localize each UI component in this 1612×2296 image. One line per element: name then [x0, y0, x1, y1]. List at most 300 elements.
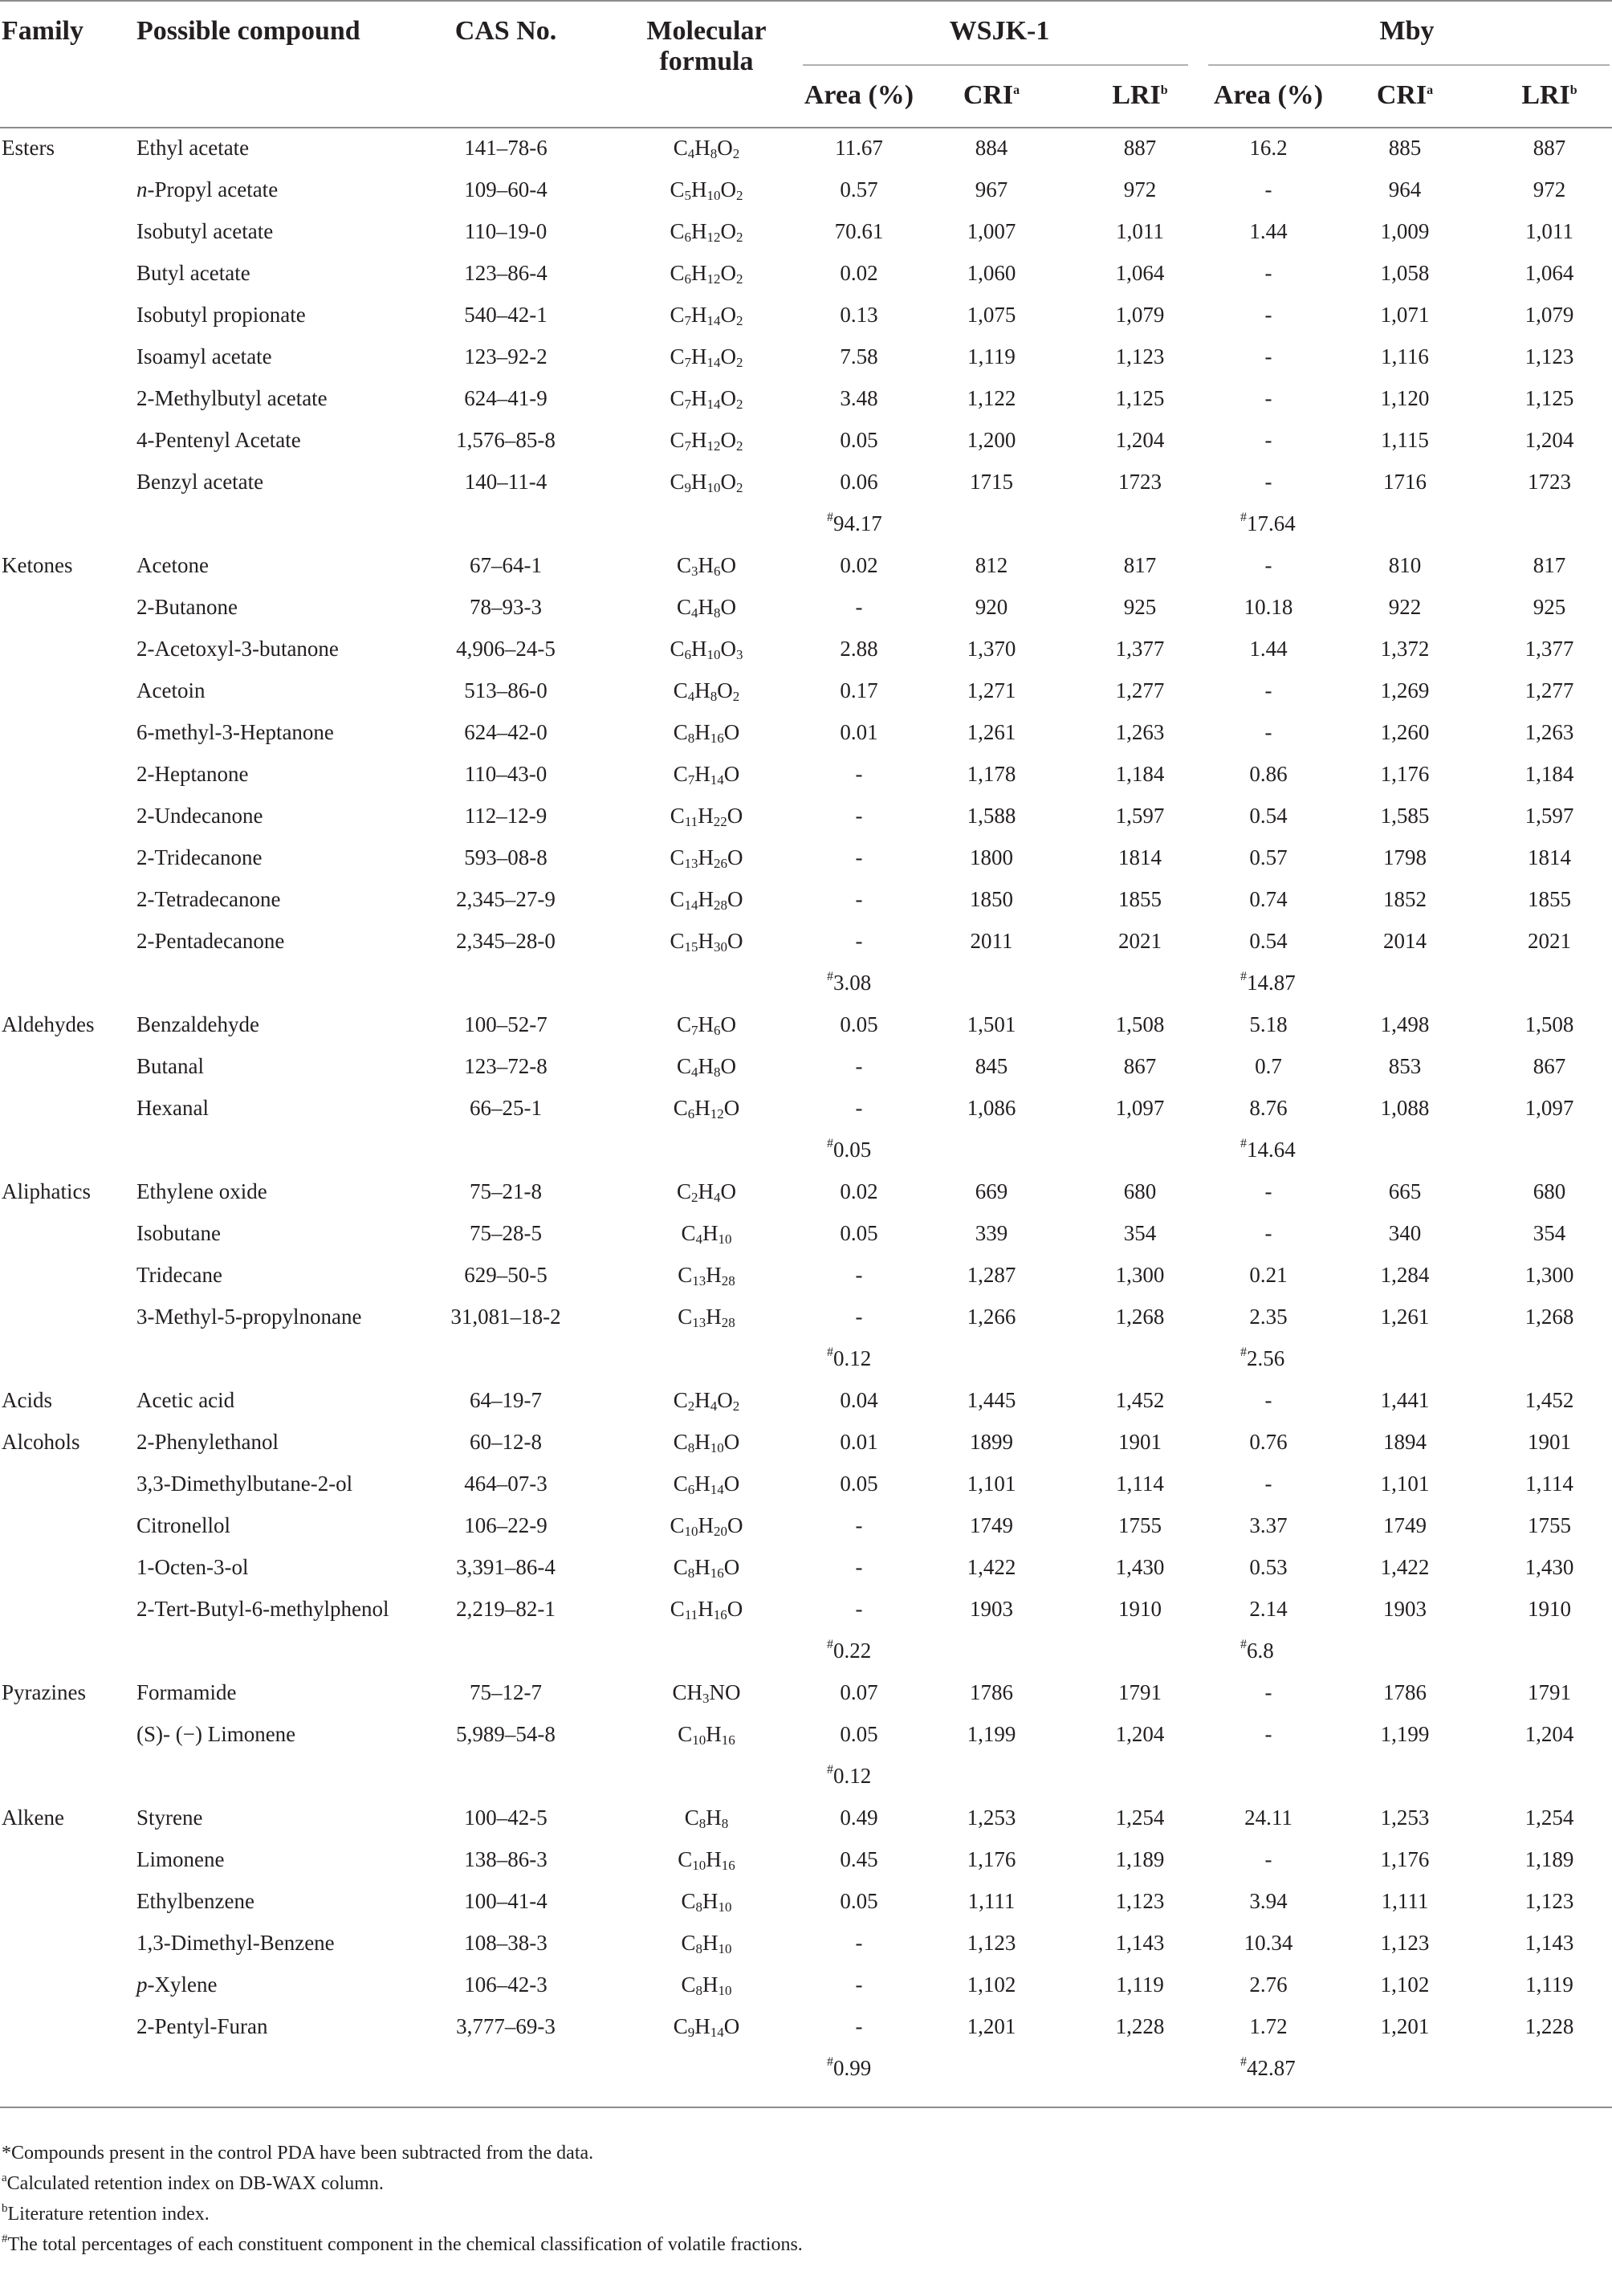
wsjk-total	[827, 503, 882, 544]
compound-name	[136, 795, 263, 837]
formula-element: H	[694, 1430, 710, 1454]
header-mby-lri-label: LRI	[1521, 80, 1570, 110]
compound-name	[136, 336, 272, 377]
mby-area: -	[1264, 470, 1272, 494]
formula-element: O	[720, 1179, 736, 1203]
molecular-formula	[598, 837, 815, 878]
table-row	[0, 377, 1612, 419]
formula-subscript: 10	[692, 1732, 706, 1748]
compound-name	[136, 127, 249, 169]
formula-element: H	[702, 1889, 718, 1913]
wsjk-cri: 884	[975, 136, 1008, 160]
mby-lri: 1,508	[1524, 1012, 1574, 1036]
wsjk-area: 0.01	[840, 1430, 878, 1454]
wsjk-lri: 1,452	[1115, 1388, 1165, 1412]
formula-subscript: 14	[706, 397, 721, 412]
formula-element: H	[706, 1263, 722, 1287]
header-wsjk-cri-mark: a	[1013, 83, 1020, 97]
formula-element: H	[706, 1305, 722, 1329]
wsjk-lri: 354	[1123, 1221, 1157, 1245]
compound-name	[136, 1045, 204, 1087]
wsjk-cri: 1,119	[967, 344, 1016, 368]
footnote-mark: #	[2, 2233, 8, 2245]
mby-lri: 1,079	[1524, 303, 1574, 327]
formula-element: H	[694, 1472, 710, 1496]
family-total-row	[0, 1337, 1612, 1379]
wsjk-cri: 1,086	[967, 1096, 1016, 1120]
header-formula	[598, 16, 815, 77]
formula-subscript: 2	[736, 271, 743, 287]
cas-number: 67–64-1	[470, 553, 542, 577]
mby-area: 0.54	[1249, 929, 1288, 953]
wsjk-cri: 1,007	[967, 219, 1016, 243]
table-row	[0, 419, 1612, 461]
formula-subscript: 2	[736, 313, 743, 328]
molecular-formula	[598, 1212, 815, 1254]
formula-subscript: 14	[706, 313, 721, 328]
mby-lri: 1,263	[1524, 720, 1574, 744]
mby-area: -	[1264, 678, 1272, 702]
table-row	[0, 1797, 1612, 1838]
formula-subscript: 4	[695, 1231, 702, 1247]
formula-subscript: 2	[736, 188, 743, 203]
table-row	[0, 544, 1612, 586]
mby-lri: 2021	[1528, 929, 1571, 953]
formula-subscript: 16	[713, 1607, 727, 1622]
mby-lri: 1855	[1528, 887, 1571, 911]
molecular-formula	[598, 127, 815, 169]
formula-element: C	[681, 1931, 696, 1955]
mby-area: 0.53	[1249, 1555, 1288, 1579]
total-value: 0.05	[833, 1138, 872, 1162]
compound-name	[136, 419, 301, 461]
formula-subscript: 6	[714, 1023, 721, 1038]
wsjk-area: -	[855, 887, 863, 911]
compound-name	[136, 920, 284, 962]
formula-subscript: 8	[695, 1899, 702, 1915]
table-row	[0, 294, 1612, 336]
formula-element: O	[717, 1388, 733, 1412]
wsjk-cri: 669	[975, 1179, 1008, 1203]
formula-element: H	[698, 595, 714, 619]
mby-area: 10.18	[1244, 595, 1293, 619]
formula-element: C	[673, 720, 688, 744]
formula-subscript: 4	[691, 605, 698, 621]
mby-area: 24.11	[1244, 1805, 1292, 1830]
mby-area: 0.54	[1249, 804, 1288, 828]
formula-subscript: 10	[706, 647, 721, 662]
mby-cri: 1,261	[1380, 1305, 1430, 1329]
mby-lri: 1,430	[1524, 1555, 1574, 1579]
formula-element: C	[670, 637, 685, 661]
formula-subscript: 2	[732, 1398, 740, 1414]
compound-name	[136, 377, 328, 419]
wsjk-lri: 1,268	[1115, 1305, 1165, 1329]
mby-lri: 1,123	[1524, 344, 1574, 368]
molecular-formula	[598, 795, 815, 837]
compound-name	[136, 753, 248, 795]
wsjk-area: -	[855, 595, 863, 619]
compound-name	[136, 586, 238, 628]
mby-lri: 1791	[1528, 1680, 1571, 1704]
wsjk-area: -	[855, 1513, 863, 1537]
compound-name	[136, 461, 263, 503]
mby-lri: 1,204	[1524, 1722, 1574, 1746]
formula-subscript: 12	[706, 230, 721, 245]
table-row	[0, 461, 1612, 503]
formula-subscript: 2	[736, 355, 743, 370]
total-value: 2.56	[1247, 1346, 1285, 1370]
formula-element: O	[720, 344, 736, 368]
mby-cri: 2014	[1383, 929, 1427, 953]
family-label: Aldehydes	[2, 1012, 95, 1036]
formula-subscript: 22	[713, 814, 727, 829]
formula-element: C	[673, 1555, 688, 1579]
formula-subscript: 2	[736, 480, 743, 495]
mby-area: -	[1264, 344, 1272, 368]
formula-subscript: 10	[692, 1858, 706, 1873]
formula-subscript: 3	[691, 564, 698, 579]
total-mark: #	[827, 1638, 833, 1651]
formula-subscript: 14	[706, 355, 721, 370]
wsjk-cri: 1,253	[967, 1805, 1016, 1830]
formula-element: O	[723, 762, 740, 786]
formula-subscript: 4	[691, 1065, 698, 1080]
wsjk-area: 3.48	[840, 386, 878, 410]
molecular-formula	[598, 252, 815, 294]
molecular-formula	[598, 1254, 815, 1296]
total-value: 0.99	[833, 2056, 872, 2080]
formula-element: C	[676, 1012, 691, 1036]
formula-element: H	[694, 1388, 710, 1412]
formula-element: H	[694, 720, 710, 744]
formula-element: C	[681, 1972, 696, 1997]
mby-cri: 810	[1388, 553, 1422, 577]
wsjk-cri: 1,199	[967, 1722, 1016, 1746]
wsjk-lri: 680	[1123, 1179, 1157, 1203]
formula-element: O	[720, 177, 736, 202]
mby-area: -	[1264, 1179, 1272, 1203]
formula-subscript: 10	[718, 1231, 732, 1247]
mby-area: -	[1264, 1472, 1272, 1496]
compound-name	[136, 628, 339, 670]
wsjk-area: 0.02	[840, 261, 878, 285]
wsjk-lri: 1,277	[1115, 678, 1165, 702]
compound-text: 2-Pentyl-Furan	[136, 2014, 268, 2038]
header-mby-area: Area (%)	[1213, 80, 1324, 110]
cas-number: 66–25-1	[470, 1096, 542, 1120]
cas-number: 1,576–85-8	[456, 428, 556, 452]
cas-number: 109–60-4	[464, 177, 548, 202]
total-mark: #	[1240, 2055, 1247, 2069]
family-label: Acids	[2, 1388, 52, 1412]
wsjk-cri: 1786	[970, 1680, 1013, 1704]
formula-element: H	[691, 637, 707, 661]
formula-element: H	[694, 136, 710, 160]
family-label: Ketones	[2, 553, 73, 577]
mby-cri: 1,116	[1381, 344, 1429, 368]
compound-name	[136, 670, 205, 711]
mby-cri: 1,176	[1380, 1847, 1430, 1871]
molecular-formula	[598, 2005, 815, 2047]
cas-number: 100–52-7	[464, 1012, 548, 1036]
molecular-formula	[598, 1421, 815, 1463]
wsjk-area: -	[855, 1305, 863, 1329]
group-rule-wsjk	[803, 64, 1188, 66]
mby-cri: 1,441	[1380, 1388, 1430, 1412]
compound-name	[136, 878, 281, 920]
total-value: 94.17	[833, 511, 882, 535]
header-family: Family	[2, 16, 83, 46]
formula-subscript: 9	[684, 480, 691, 495]
mby-lri: 1,184	[1524, 762, 1574, 786]
wsjk-area: -	[855, 1263, 863, 1287]
table-row	[0, 1003, 1612, 1045]
mby-lri: 1,452	[1524, 1388, 1574, 1412]
total-value: 0.22	[833, 1639, 872, 1663]
wsjk-lri: 1,143	[1115, 1931, 1165, 1955]
compound-name	[136, 1671, 236, 1713]
mby-area: 2.76	[1249, 1972, 1288, 1997]
formula-element: H	[698, 1513, 714, 1537]
wsjk-area: -	[855, 1597, 863, 1621]
formula-subscript: 8	[695, 1941, 702, 1956]
mby-area: 1.72	[1249, 2014, 1288, 2038]
molecular-formula	[598, 1671, 815, 1713]
family-total-row	[0, 503, 1612, 544]
compound-text: 1,3-Dimethyl-Benzene	[136, 1931, 335, 1955]
wsjk-lri: 1,204	[1115, 428, 1165, 452]
compound-text: Formamide	[136, 1680, 237, 1704]
wsjk-area: 0.17	[840, 678, 878, 702]
mby-total	[1240, 1337, 1284, 1379]
formula-subscript: 28	[721, 1273, 735, 1288]
mby-lri: 1,011	[1525, 219, 1573, 243]
wsjk-area: 0.05	[840, 1889, 878, 1913]
footnote-text: Literature retention index.	[7, 2204, 210, 2225]
mby-cri: 1,260	[1380, 720, 1430, 744]
wsjk-cri: 1715	[970, 470, 1013, 494]
formula-element: C	[684, 1805, 699, 1830]
compound-name	[136, 1713, 295, 1755]
mby-lri: 1,064	[1524, 261, 1574, 285]
cas-number: 108–38-3	[464, 1931, 548, 1955]
formula-subscript: 16	[710, 1565, 724, 1581]
compound-text: Ethylbenzene	[136, 1889, 254, 1913]
table-row	[0, 169, 1612, 210]
total-value: 14.87	[1247, 971, 1296, 995]
total-mark: #	[1240, 1638, 1247, 1651]
formula-subscript: 6	[687, 1482, 695, 1497]
formula-element: C	[681, 1889, 696, 1913]
mby-area: 0.74	[1249, 887, 1288, 911]
wsjk-area: -	[855, 1931, 863, 1955]
compound-name	[136, 1838, 224, 1880]
compound-name	[136, 2005, 267, 2047]
wsjk-cri: 1,075	[967, 303, 1016, 327]
mby-cri: 1,201	[1380, 2014, 1430, 2038]
formula-element: H	[698, 929, 714, 953]
compound-text: 2-Heptanone	[136, 762, 249, 786]
wsjk-cri: 339	[975, 1221, 1008, 1245]
compound-text: 2-Undecanone	[136, 804, 263, 828]
wsjk-total	[827, 1337, 871, 1379]
formula-element: C	[678, 1263, 693, 1287]
mby-cri: 1903	[1383, 1597, 1427, 1621]
header-formula-line2: formula	[659, 47, 754, 76]
wsjk-cri: 1,101	[967, 1472, 1016, 1496]
formula-subscript: 10	[718, 1899, 732, 1915]
wsjk-cri: 1,261	[967, 720, 1016, 744]
molecular-formula	[598, 1797, 815, 1838]
compound-text: Acetic acid	[136, 1388, 235, 1412]
cas-number: 60–12-8	[470, 1430, 542, 1454]
mby-area: 5.18	[1249, 1012, 1288, 1036]
compound-name	[136, 252, 250, 294]
cas-number: 2,219–82-1	[456, 1597, 556, 1621]
table-row	[0, 1463, 1612, 1504]
formula-element: C	[681, 1221, 696, 1245]
mby-cri: 1798	[1383, 845, 1427, 869]
cas-number: 138–86-3	[464, 1847, 548, 1871]
molecular-formula	[598, 461, 815, 503]
formula-element: O	[723, 1555, 740, 1579]
header-group-mby: Mby	[1379, 16, 1435, 46]
compound-name	[136, 1922, 335, 1964]
compound-text: 2-Pentadecanone	[136, 929, 285, 953]
molecular-formula	[598, 1296, 815, 1337]
mby-cri: 1,269	[1380, 678, 1430, 702]
wsjk-lri: 1,114	[1116, 1472, 1164, 1496]
total-mark: #	[1240, 1345, 1247, 1359]
cas-number: 4,906–24-5	[456, 637, 556, 661]
wsjk-cri: 1,201	[967, 2014, 1016, 2038]
mby-total	[1240, 1129, 1296, 1170]
formula-element: C	[670, 386, 685, 410]
cas-number: 78–93-3	[470, 595, 542, 619]
formula-element: C	[673, 136, 688, 160]
wsjk-cri: 1,178	[967, 762, 1016, 786]
compound-text: 2-Tert-Butyl-6-methylphenol	[136, 1597, 389, 1621]
wsjk-lri: 1,079	[1115, 303, 1165, 327]
formula-element: H	[698, 1597, 714, 1621]
formula-subscript: 4	[710, 1398, 718, 1414]
mby-area: 2.35	[1249, 1305, 1288, 1329]
mby-area: -	[1264, 1847, 1272, 1871]
formula-element: O	[727, 929, 743, 953]
wsjk-lri: 1901	[1118, 1430, 1162, 1454]
cas-number: 75–12-7	[470, 1680, 542, 1704]
wsjk-lri: 1,597	[1115, 804, 1165, 828]
molecular-formula	[598, 210, 815, 252]
formula-subscript: 8	[710, 146, 718, 161]
wsjk-cri: 2011	[970, 929, 1013, 953]
compound-text: Butyl acetate	[136, 261, 250, 285]
mby-lri: 1,597	[1524, 804, 1574, 828]
formula-element: H	[706, 1805, 722, 1830]
formula-subscript: 14	[710, 2025, 724, 2040]
mby-area: 1.44	[1249, 219, 1288, 243]
header-mby-cri-label: CRI	[1376, 80, 1427, 110]
wsjk-cri: 1,200	[967, 428, 1016, 452]
family-total-row	[0, 1630, 1612, 1671]
compound-name	[136, 1003, 259, 1045]
compound-text: Benzyl acetate	[136, 470, 264, 494]
formula-element: C	[670, 344, 685, 368]
formula-element: C	[676, 1179, 691, 1203]
table-row	[0, 1713, 1612, 1755]
wsjk-lri: 1,184	[1115, 762, 1165, 786]
compound-text: Acetoin	[136, 678, 206, 702]
cas-number: 100–42-5	[464, 1805, 548, 1830]
mby-cri: 1,253	[1380, 1805, 1430, 1830]
molecular-formula	[598, 336, 815, 377]
wsjk-cri: 967	[975, 177, 1008, 202]
header-wsjk-cri	[923, 80, 1060, 111]
mby-cri: 1852	[1383, 887, 1427, 911]
compound-text: Tridecane	[136, 1263, 222, 1287]
wsjk-cri: 1,370	[967, 637, 1016, 661]
family-total-row	[0, 1129, 1612, 1170]
mby-lri: 1,114	[1525, 1472, 1573, 1496]
mby-area: -	[1264, 1722, 1272, 1746]
molecular-formula	[598, 1546, 815, 1588]
wsjk-lri: 1,119	[1116, 1972, 1164, 1997]
formula-subscript: 7	[684, 355, 691, 370]
formula-subscript: 2	[687, 1398, 695, 1414]
compound-text: Isobutane	[136, 1221, 221, 1245]
formula-element: C	[670, 845, 685, 869]
formula-subscript: 7	[684, 438, 691, 454]
mby-area: 0.7	[1255, 1054, 1282, 1078]
wsjk-lri: 1,097	[1115, 1096, 1165, 1120]
mby-lri: 1,300	[1524, 1263, 1574, 1287]
mby-area: 3.94	[1249, 1889, 1288, 1913]
cas-number: 110–43-0	[464, 762, 548, 786]
mby-cri: 1894	[1383, 1430, 1427, 1454]
compound-text: Isoamyl acetate	[136, 344, 272, 368]
table-bottom-rule	[0, 2107, 1612, 2108]
formula-subscript: 3	[736, 647, 743, 662]
formula-element: O	[720, 470, 736, 494]
mby-lri: 1910	[1528, 1597, 1571, 1621]
wsjk-area: 0.05	[840, 1012, 878, 1036]
formula-element: O	[727, 845, 743, 869]
formula-element: C	[670, 804, 685, 828]
mby-area: 16.2	[1249, 136, 1288, 160]
compound-name	[136, 544, 209, 586]
molecular-formula	[598, 878, 815, 920]
mby-lri: 1,123	[1524, 1889, 1574, 1913]
molecular-formula	[598, 1087, 815, 1129]
formula-element: H	[698, 1179, 714, 1203]
wsjk-cri: 1,287	[967, 1263, 1016, 1287]
formula-element: C	[670, 261, 685, 285]
table-row	[0, 336, 1612, 377]
compound-text: Butanal	[136, 1054, 204, 1078]
formula-element: H	[698, 887, 714, 911]
mby-cri: 1,120	[1380, 386, 1430, 410]
formula-subscript: 7	[684, 397, 691, 412]
formula-subscript: 6	[684, 230, 691, 245]
formula-element: H	[702, 1931, 718, 1955]
table-row	[0, 1546, 1612, 1588]
wsjk-lri: 1,300	[1115, 1263, 1165, 1287]
compound-name	[136, 210, 273, 252]
mby-lri: 1,277	[1524, 678, 1574, 702]
formula-element: H	[691, 219, 707, 243]
formula-subscript: 12	[706, 438, 721, 454]
